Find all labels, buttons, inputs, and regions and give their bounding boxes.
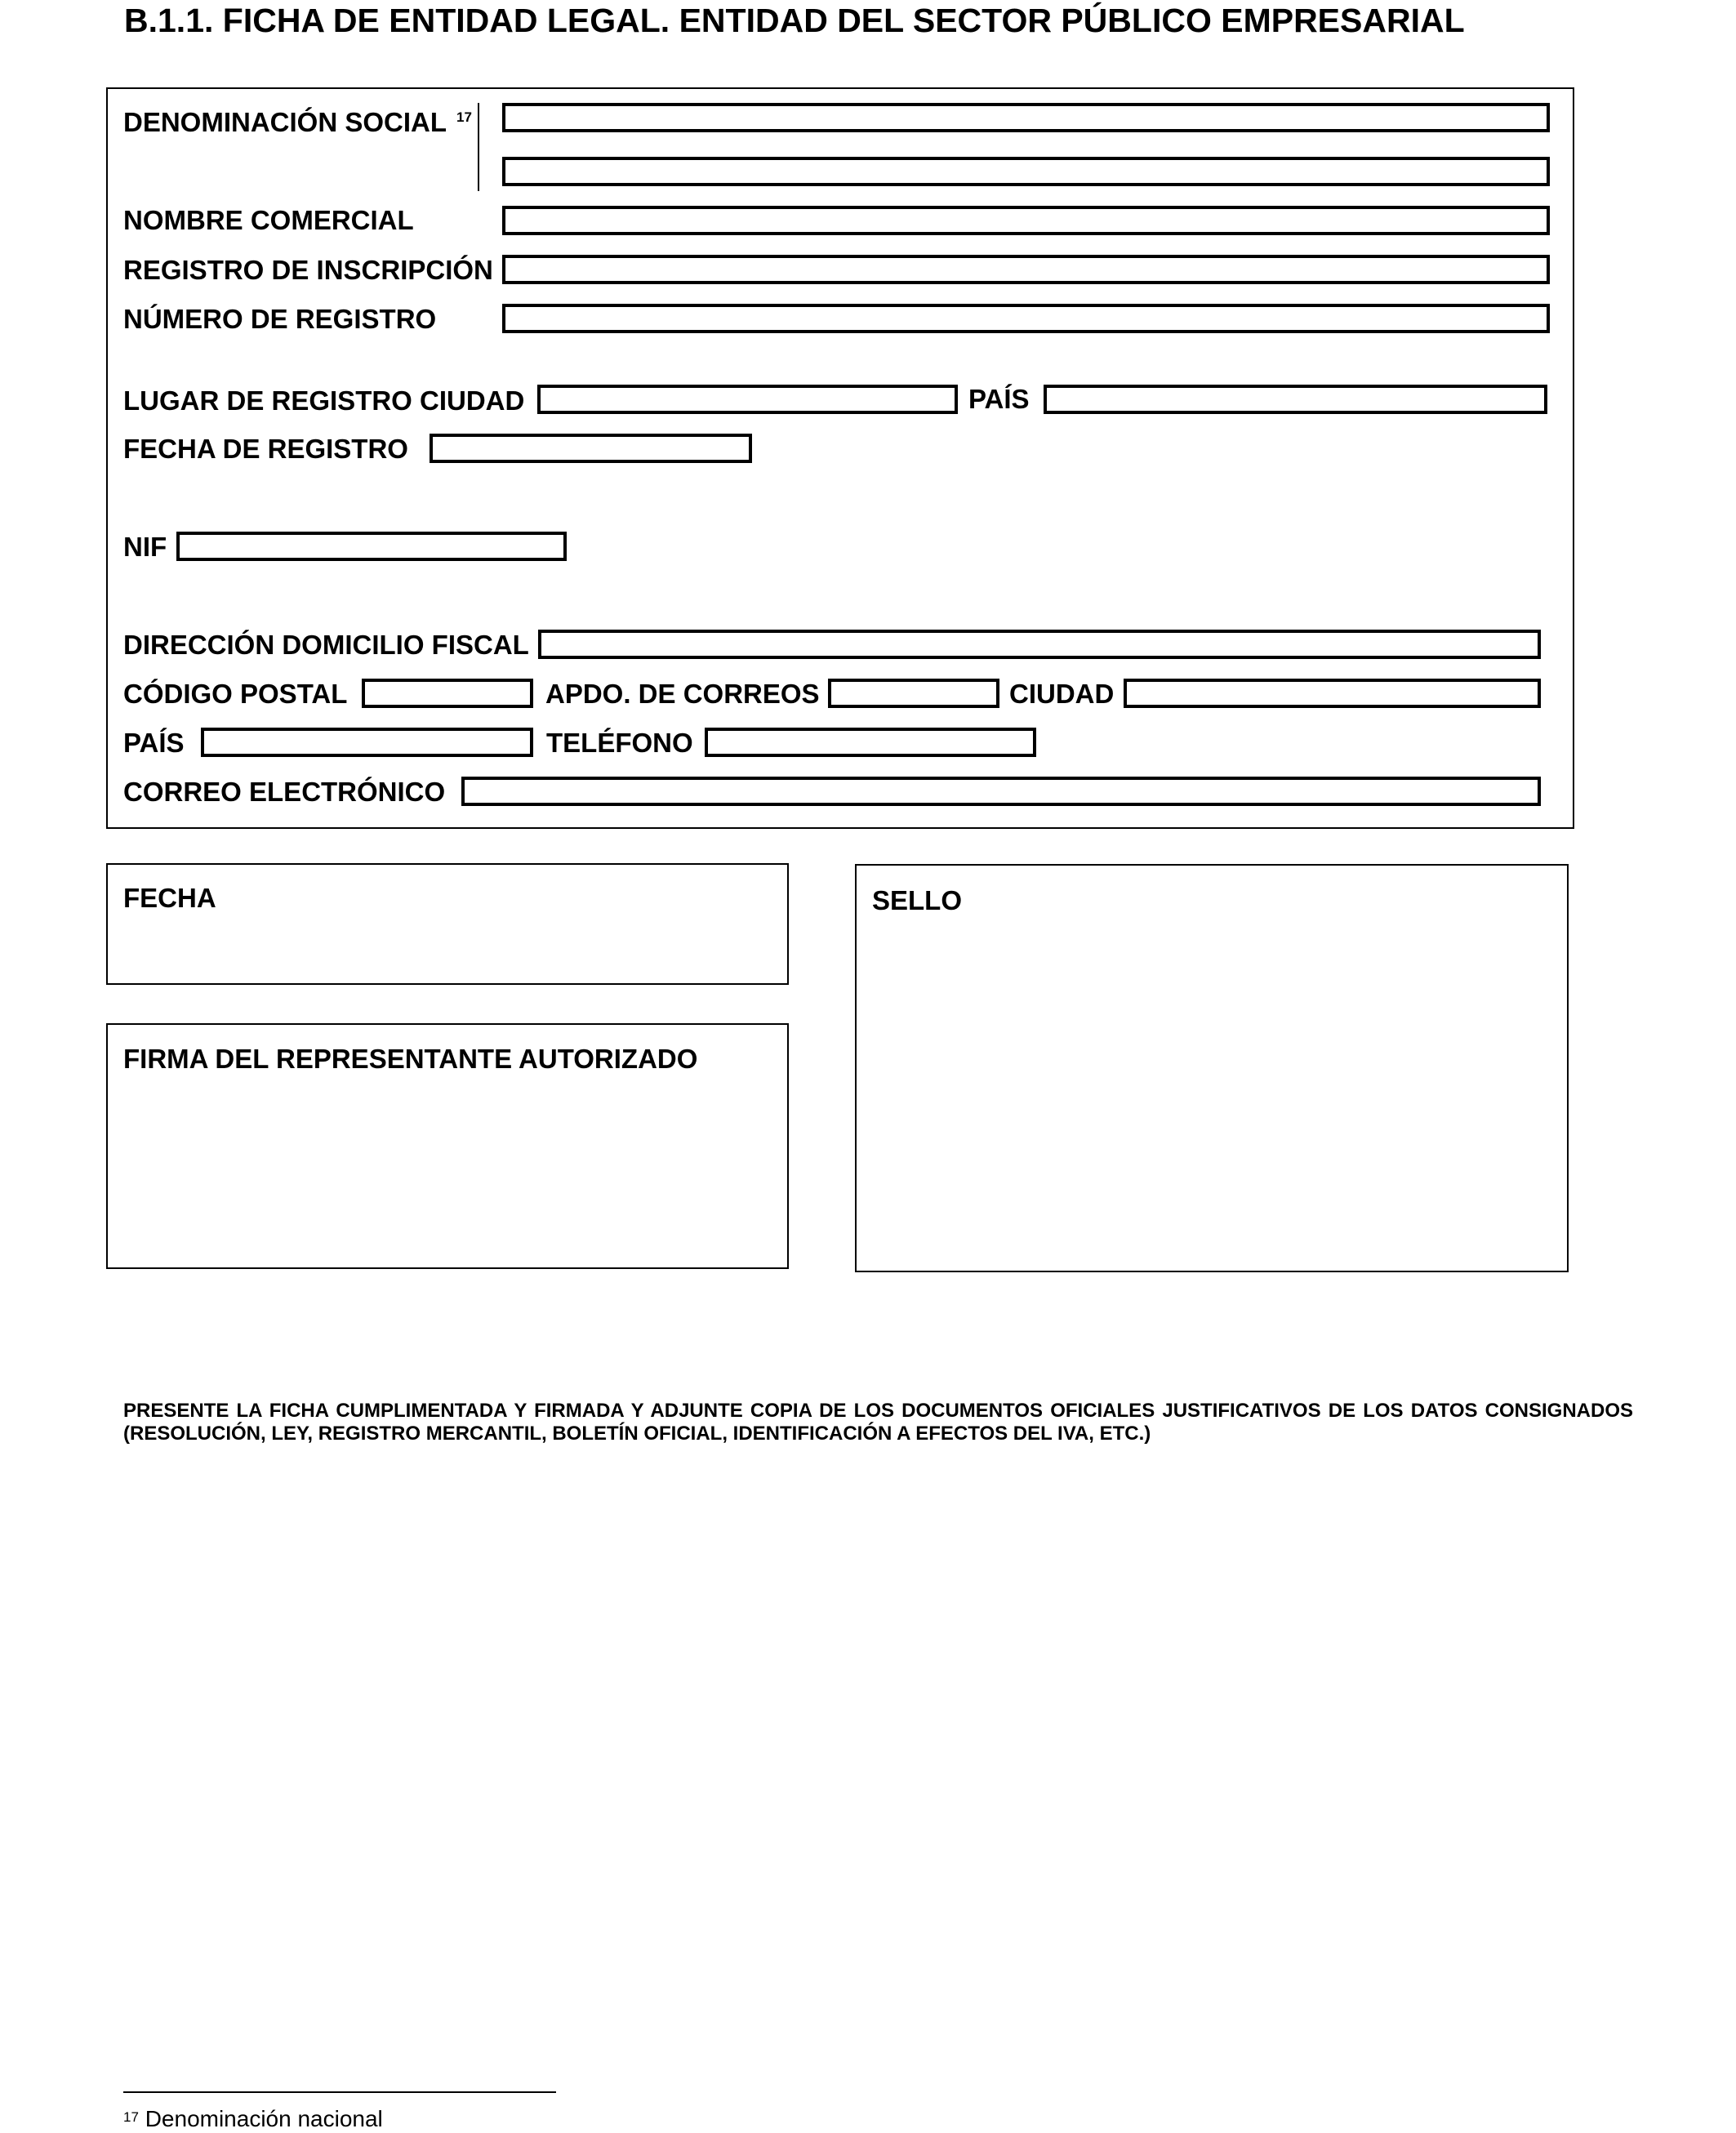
instructions-notice: PRESENTE LA FICHA CUMPLIMENTADA Y FIRMADA Y ADJUNTE COPIA DE LOS DOCUMENTOS OFICIALES JUSTIFICATIVOS DE LOS DATOS CONSIGNADOS (RESOLUCIÓN, LEY, REGISTRO MERCANTIL, BOLETÍN OFICIAL, IDENTIFICACIÓN A EFECTOS DEL IVA, ETC.) [123,1400,1633,1445]
correo-electronico-label: CORREO ELECTRÓNICO [123,777,446,807]
firma-box-label: FIRMA DEL REPRESENTANTE AUTORIZADO [123,1044,698,1074]
sello-box[interactable] [855,864,1569,1272]
nombre-comercial-field[interactable] [502,206,1550,235]
denominacion-social-field-1[interactable] [502,103,1550,132]
nif-field[interactable] [176,532,567,561]
direccion-fiscal-label: DIRECCIÓN DOMICILIO FISCAL [123,630,529,660]
denominacion-bracket-line [478,103,479,191]
fecha-box-label: FECHA [123,883,216,913]
denominacion-social-label: DENOMINACIÓN SOCIAL [123,107,447,137]
footnote-ref-17: 17 [456,109,472,125]
apdo-correos-label: APDO. DE CORREOS [545,679,820,709]
footnote-separator [123,2091,556,2093]
footnote-number: 17 [123,2109,139,2125]
lugar-registro-pais-label: PAÍS [968,384,1030,414]
ciudad-field[interactable] [1124,679,1541,708]
denominacion-social-field-2[interactable] [502,157,1550,186]
codigo-postal-label: CÓDIGO POSTAL [123,679,348,709]
telefono-label: TELÉFONO [546,728,693,758]
fecha-registro-field[interactable] [430,434,752,463]
codigo-postal-field[interactable] [362,679,533,708]
footnote [123,2105,383,2133]
nif-label: NIF [123,532,167,562]
registro-inscripcion-field[interactable] [502,255,1550,284]
lugar-registro-pais-field[interactable] [1044,385,1547,414]
direccion-fiscal-field[interactable] [538,630,1541,659]
numero-registro-field[interactable] [502,304,1550,333]
correo-electronico-field[interactable] [461,777,1541,806]
lugar-registro-ciudad-field[interactable] [537,385,958,414]
fecha-registro-label: FECHA DE REGISTRO [123,434,408,464]
numero-registro-label: NÚMERO DE REGISTRO [123,304,437,334]
registro-inscripcion-label: REGISTRO DE INSCRIPCIÓN [123,255,493,285]
telefono-field[interactable] [705,728,1036,757]
ciudad-label: CIUDAD [1009,679,1115,709]
pais-field[interactable] [201,728,533,757]
footnote-text: Denominación nacional [145,2106,383,2131]
pais-label: PAÍS [123,728,185,758]
nombre-comercial-label: NOMBRE COMERCIAL [123,205,414,235]
apdo-correos-field[interactable] [828,679,999,708]
sello-box-label: SELLO [872,885,963,915]
page-title: B.1.1. FICHA DE ENTIDAD LEGAL. ENTIDAD DEL SECTOR PÚBLICO EMPRESARIAL [124,2,1465,39]
lugar-registro-ciudad-label: LUGAR DE REGISTRO CIUDAD [123,385,525,416]
